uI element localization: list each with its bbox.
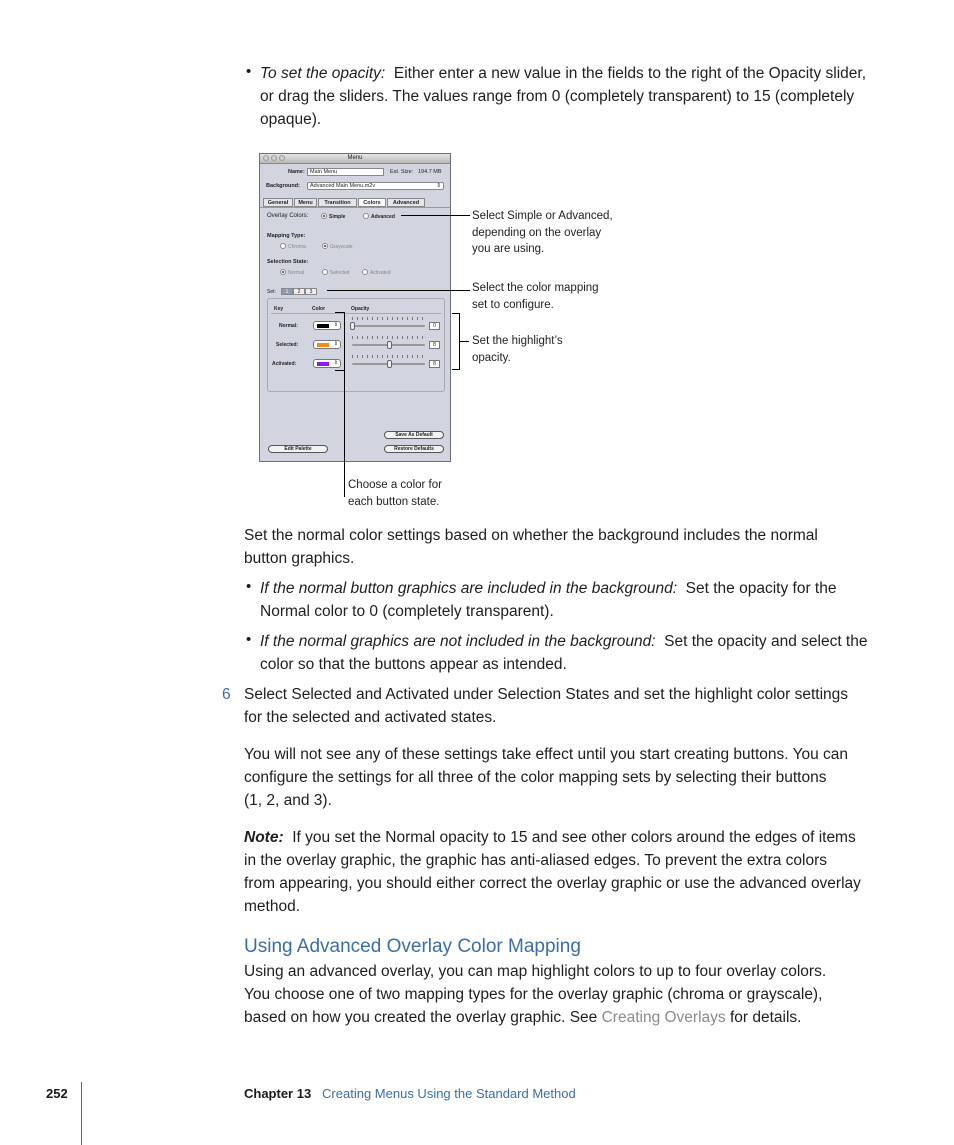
row-activated-key: Activated: bbox=[272, 361, 297, 367]
menu-inspector-window bbox=[259, 153, 451, 462]
page-number: 252 bbox=[46, 1086, 68, 1101]
tab-advanced[interactable]: Advanced bbox=[387, 198, 425, 207]
paragraph-advanced-overlay: Using an advanced overlay, you can map highlight colors to up to four overlay colors. You choose one of two mapping types for the overlay graphic (chroma or grayscale), based on how you created the overlay graphic. See Creating Overlays for details. bbox=[244, 963, 827, 1026]
name-label: Name: bbox=[288, 169, 305, 175]
callout-line-color bbox=[344, 312, 345, 497]
creating-overlays-link[interactable]: Creating Overlays bbox=[601, 1009, 726, 1026]
tab-transition[interactable]: Transition bbox=[318, 198, 357, 207]
intro-bullet bbox=[260, 62, 880, 131]
callout-color-bracket-top bbox=[335, 312, 344, 313]
header-divider bbox=[271, 313, 441, 314]
column-opacity: Opacity bbox=[351, 306, 370, 312]
title-bar bbox=[260, 154, 450, 164]
chapter-title-link[interactable]: Creating Menus Using the Standard Method bbox=[322, 1086, 576, 1101]
tab-divider bbox=[260, 207, 450, 208]
callout-line-overlay bbox=[401, 215, 470, 216]
set-button-2[interactable]: 2 bbox=[293, 288, 305, 295]
restore-defaults-button[interactable]: Restore Defaults bbox=[384, 445, 444, 453]
slider-ticks bbox=[352, 317, 424, 320]
normal-opacity-field[interactable]: 0 bbox=[429, 322, 440, 330]
background-label: Background: bbox=[266, 183, 300, 189]
background-select[interactable] bbox=[307, 182, 444, 190]
column-color: Color bbox=[312, 306, 326, 312]
selected-opacity-thumb[interactable] bbox=[387, 341, 392, 349]
selection-state-label: Selection State: bbox=[267, 259, 309, 265]
row-selected-key: Selected: bbox=[276, 342, 299, 348]
save-as-default-button[interactable]: Save As Default bbox=[384, 431, 444, 439]
normal-color-picker[interactable] bbox=[313, 321, 341, 330]
radio-simple-label: Simple bbox=[329, 214, 346, 220]
radio-activated[interactable] bbox=[362, 269, 368, 275]
activated-opacity-field[interactable]: 8 bbox=[429, 360, 440, 368]
chevron-updown-icon: ⇕ bbox=[436, 183, 441, 189]
slider-ticks bbox=[352, 336, 424, 339]
bullet-dot: • bbox=[246, 631, 252, 648]
section-heading: Using Advanced Overlay Color Mapping bbox=[244, 936, 581, 957]
radio-chroma-label: Chroma bbox=[288, 244, 306, 250]
step-6-text: Select Selected and Activated under Selection States and set the highlight color settings for the selected and activated states. bbox=[244, 686, 849, 726]
set-button-1[interactable]: 1 bbox=[281, 288, 293, 295]
callout-bracket-bottom bbox=[452, 369, 460, 370]
radio-simple[interactable] bbox=[321, 213, 327, 219]
slider-ticks bbox=[352, 355, 424, 358]
chevron-updown-icon: ⇕ bbox=[333, 322, 338, 328]
paragraph-settings-effect: You will not see any of these settings take effect until you start creating buttons. You can configure the settings for all three of the color mapping sets by selecting their buttons (1, 2, and 3). bbox=[244, 746, 849, 809]
callout-color-bracket-bottom bbox=[335, 370, 344, 371]
activated-opacity-thumb[interactable] bbox=[387, 360, 392, 368]
callout-line-set bbox=[327, 290, 470, 291]
footer-chapter bbox=[244, 1086, 576, 1101]
tab-menu[interactable]: Menu bbox=[294, 198, 317, 207]
color-swatch bbox=[317, 362, 329, 366]
step-number: 6 bbox=[222, 686, 231, 703]
radio-grayscale-label: Grayscale bbox=[330, 244, 353, 250]
set-label: Set: bbox=[267, 289, 276, 295]
edit-palette-button[interactable]: Edit Palette bbox=[268, 445, 328, 453]
est-size-value: 194.7 MB bbox=[418, 169, 442, 175]
bullet-dot: • bbox=[246, 578, 252, 595]
mapping-type-label: Mapping Type: bbox=[267, 233, 306, 239]
selected-opacity-field[interactable]: 8 bbox=[429, 341, 440, 349]
color-settings-group bbox=[267, 298, 445, 392]
radio-advanced[interactable] bbox=[363, 213, 369, 219]
activated-color-picker[interactable] bbox=[313, 359, 341, 368]
bullet-dot: • bbox=[246, 63, 252, 80]
note-paragraph: Note: If you set the Normal opacity to 15 and see other colors around the edges of items in the overlay graphic, the graphic has anti-aliased edges. To prevent the extra colors from appearing, you should either correct the overlay graphic or use the advanced overlay method. bbox=[244, 829, 861, 915]
window-title: Menu bbox=[347, 155, 363, 161]
paragraph-normal-color: Set the normal color settings based on whether the background includes the normal button graphics. bbox=[244, 527, 818, 567]
overlay-colors-label: Overlay Colors: bbox=[267, 213, 309, 219]
bullet-lead: To set the opacity: bbox=[260, 65, 386, 82]
radio-chroma[interactable] bbox=[280, 243, 286, 249]
normal-opacity-thumb[interactable] bbox=[350, 322, 355, 330]
radio-grayscale[interactable] bbox=[322, 243, 328, 249]
tab-general[interactable]: General bbox=[263, 198, 293, 207]
tab-colors[interactable]: Colors bbox=[358, 198, 386, 207]
column-key: Key bbox=[274, 306, 284, 312]
radio-normal-label: Normal bbox=[288, 270, 305, 276]
annotation-set: Select the color mapping set to configure. bbox=[472, 282, 599, 311]
bullet-text: Either enter a new value in the fields to the right of the Opacity slider, bbox=[393, 65, 867, 82]
annotation-opacity: Set the highlight’s opacity. bbox=[472, 335, 563, 364]
bullet-included: If the normal button graphics are included in the background: Set the opacity for the Normal color to 0 (completely transparent). bbox=[260, 580, 837, 620]
name-field[interactable]: Main Menu bbox=[307, 168, 384, 176]
row-normal-key: Normal: bbox=[279, 323, 298, 329]
bullet-not-included: If the normal graphics are not included in the background: Set the opacity and select the color so that the buttons appear as intended. bbox=[260, 633, 868, 673]
color-swatch bbox=[317, 324, 329, 328]
normal-opacity-slider[interactable] bbox=[352, 325, 425, 327]
set-button-3[interactable]: 3 bbox=[305, 288, 317, 295]
radio-normal[interactable] bbox=[280, 269, 286, 275]
annotation-color: Choose a color for each button state. bbox=[348, 479, 442, 508]
est-size-label: Est. Size: bbox=[390, 169, 414, 175]
bullet-text-line2: or drag the sliders. The values range from 0 (completely transparent) to 15 (completely bbox=[260, 88, 855, 105]
footer-rule bbox=[81, 1082, 82, 1145]
chevron-updown-icon: ⇕ bbox=[333, 360, 338, 366]
selected-color-picker[interactable] bbox=[313, 340, 341, 349]
radio-activated-label: Activated bbox=[370, 270, 391, 276]
chapter-label: Chapter 13 bbox=[244, 1086, 312, 1101]
chevron-updown-icon: ⇕ bbox=[333, 341, 338, 347]
radio-selected[interactable] bbox=[322, 269, 328, 275]
radio-advanced-label: Advanced bbox=[371, 214, 395, 220]
bullet-text-line3: opaque). bbox=[260, 111, 322, 128]
callout-line-opacity bbox=[460, 341, 469, 342]
radio-selected-label: Selected bbox=[330, 270, 350, 276]
color-swatch bbox=[317, 343, 329, 347]
annotation-overlay: Select Simple or Advanced, depending on the overlay you are using. bbox=[472, 210, 613, 255]
background-select-value: Advanced Main Menu.m2v bbox=[310, 183, 376, 189]
